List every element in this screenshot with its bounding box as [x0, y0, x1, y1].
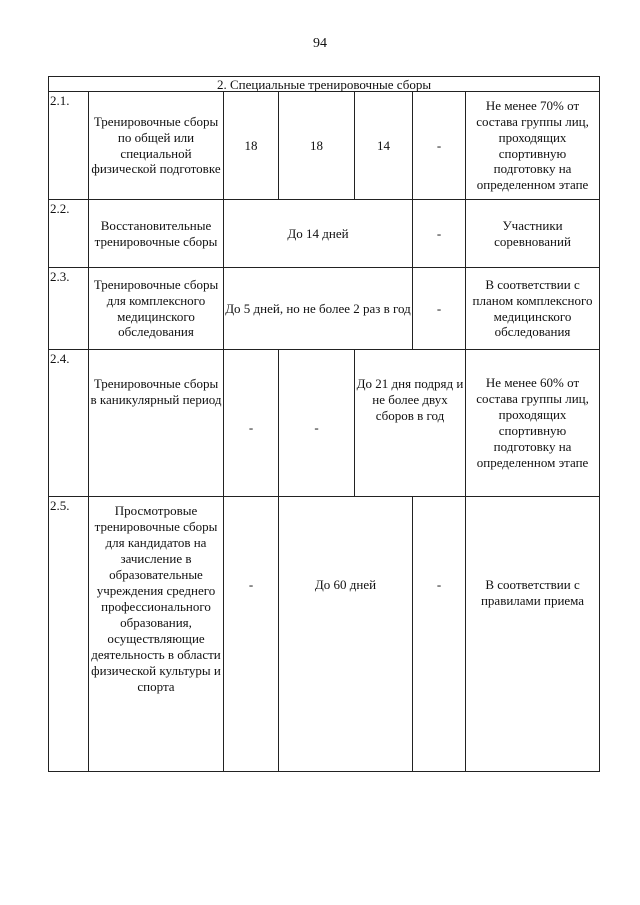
duration-cell: - — [413, 200, 466, 268]
participants-cell: В соответствии с правилами приема — [466, 497, 600, 772]
camp-type: Тренировочные сборы для комплексного медицинского обследования — [89, 268, 224, 350]
table-row — [49, 350, 600, 497]
table-row — [49, 200, 600, 268]
row-number: 2.3. — [49, 268, 89, 350]
camp-type: Восстановительные тренировочные сборы — [89, 200, 224, 268]
table-row — [49, 92, 600, 200]
row-number: 2.1. — [49, 92, 89, 200]
participants-cell: Участники соревнований — [466, 200, 600, 268]
section-header-row — [49, 77, 600, 92]
training-camps-table — [48, 76, 600, 772]
table-row — [49, 268, 600, 350]
duration-cell: 14 — [355, 92, 413, 200]
duration-cell: 18 — [279, 92, 355, 200]
participants-cell: Не менее 60% от состава группы лиц, проходящих спортивную подготовку на определенном этапе — [466, 350, 600, 497]
participants-cell: Не менее 70% от состава группы лиц, проходящих спортивную подготовку на определенном этапе — [466, 92, 600, 200]
row-number: 2.5. — [49, 497, 89, 772]
duration-merged-cell: До 14 дней — [224, 200, 413, 268]
duration-merged-cell: До 21 дня подряд и не более двух сборов в год — [355, 350, 466, 497]
table-row — [49, 497, 600, 772]
camp-type: Тренировочные сборы по общей или специальной физической подготовке — [89, 92, 224, 200]
duration-merged-cell: До 5 дней, но не более 2 раз в год — [224, 268, 413, 350]
duration-cell: - — [413, 268, 466, 350]
duration-cell: - — [279, 350, 355, 497]
duration-merged-cell: До 60 дней — [279, 497, 413, 772]
duration-cell: - — [413, 92, 466, 200]
row-number: 2.2. — [49, 200, 89, 268]
duration-cell: - — [224, 497, 279, 772]
camp-type: Тренировочные сборы в каникулярный период — [89, 350, 224, 497]
duration-cell: 18 — [224, 92, 279, 200]
duration-cell: - — [224, 350, 279, 497]
section-title: 2. Специальные тренировочные сборы — [49, 77, 600, 92]
row-number: 2.4. — [49, 350, 89, 497]
duration-cell: - — [413, 497, 466, 772]
page-number: 94 — [313, 36, 327, 51]
participants-cell: В соответствии с планом комплексного медицинского обследования — [466, 268, 600, 350]
camp-type: Просмотровые тренировочные сборы для кандидатов на зачисление в образовательные учреждения среднего профессионального образования, осуществляющие деятельность в области физической культуры и спорта — [89, 497, 224, 772]
